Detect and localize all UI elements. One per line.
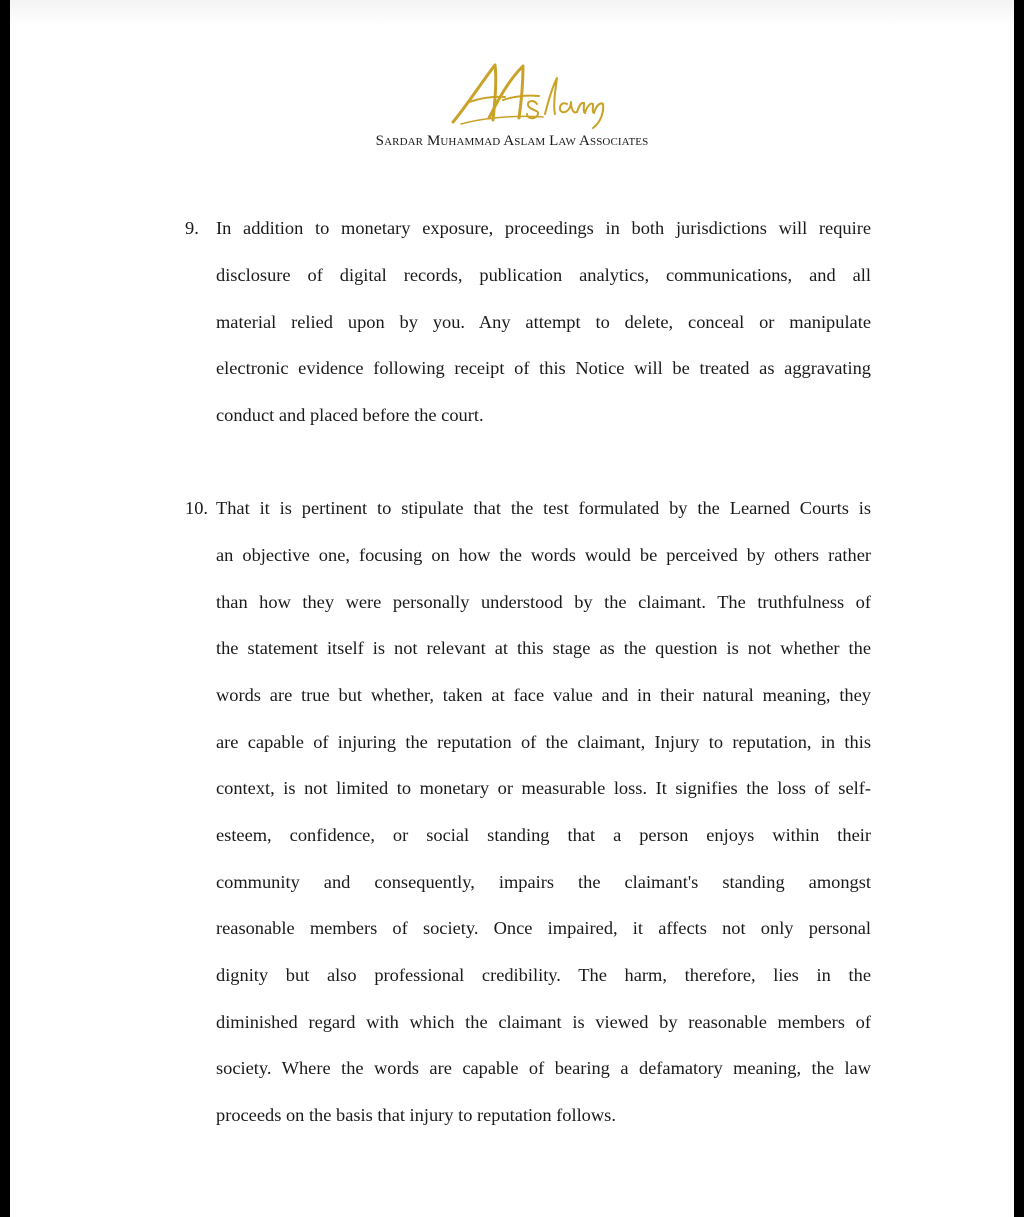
paragraph-line: proceeds on the basis that injury to reputation follows. bbox=[216, 1105, 616, 1125]
paragraph-number: 10. bbox=[185, 498, 208, 518]
paragraph-line: esteem, confidence, or social standing that a person enjoys within their bbox=[216, 825, 871, 845]
paragraph-line: diminished regard with which the claimant is viewed by reasonable members of bbox=[216, 1012, 871, 1032]
document-page bbox=[10, 0, 1014, 1217]
paragraph-line: conduct and placed before the court. bbox=[216, 405, 484, 425]
paragraph-line: In addition to monetary exposure, proceedings in both jurisdictions will require bbox=[216, 218, 871, 238]
paragraph-line: are capable of injuring the reputation of the claimant, Injury to reputation, in this bbox=[216, 732, 871, 752]
firm-name: Sardar Muhammad Aslam Law Associates bbox=[375, 133, 649, 149]
paragraph-line: the statement itself is not relevant at this stage as the question is not whether the bbox=[216, 638, 871, 658]
paragraph-line: That it is pertinent to stipulate that the test formulated by the Learned Courts is bbox=[216, 498, 871, 518]
paragraph-number: 9. bbox=[185, 218, 199, 238]
paragraph-line: context, is not limited to monetary or measurable loss. It signifies the loss of self- bbox=[216, 778, 871, 798]
paragraph-line: words are true but whether, taken at face value and in their natural meaning, they bbox=[216, 685, 871, 705]
paragraph-line: community and consequently, impairs the claimant's standing amongst bbox=[216, 872, 871, 892]
page-top-shade bbox=[10, 0, 1014, 26]
paragraph-line: disclosure of digital records, publication analytics, communications, and all bbox=[216, 265, 871, 285]
paragraph-line: material relied upon by you. Any attempt to delete, conceal or manipulate bbox=[216, 312, 871, 332]
paragraph-line: an objective one, focusing on how the words would be perceived by others rather bbox=[216, 545, 871, 565]
signature-logo bbox=[443, 58, 613, 133]
paragraph-line: reasonable members of society. Once impaired, it affects not only personal bbox=[216, 918, 871, 938]
paragraph-line: dignity but also professional credibility. The harm, therefore, lies in the bbox=[216, 965, 871, 985]
paragraph-line: electronic evidence following receipt of this Notice will be treated as aggravating bbox=[216, 358, 871, 378]
paragraph-line: society. Where the words are capable of bearing a defamatory meaning, the law bbox=[216, 1058, 871, 1078]
paragraph-line: than how they were personally understood by the claimant. The truthfulness of bbox=[216, 592, 871, 612]
